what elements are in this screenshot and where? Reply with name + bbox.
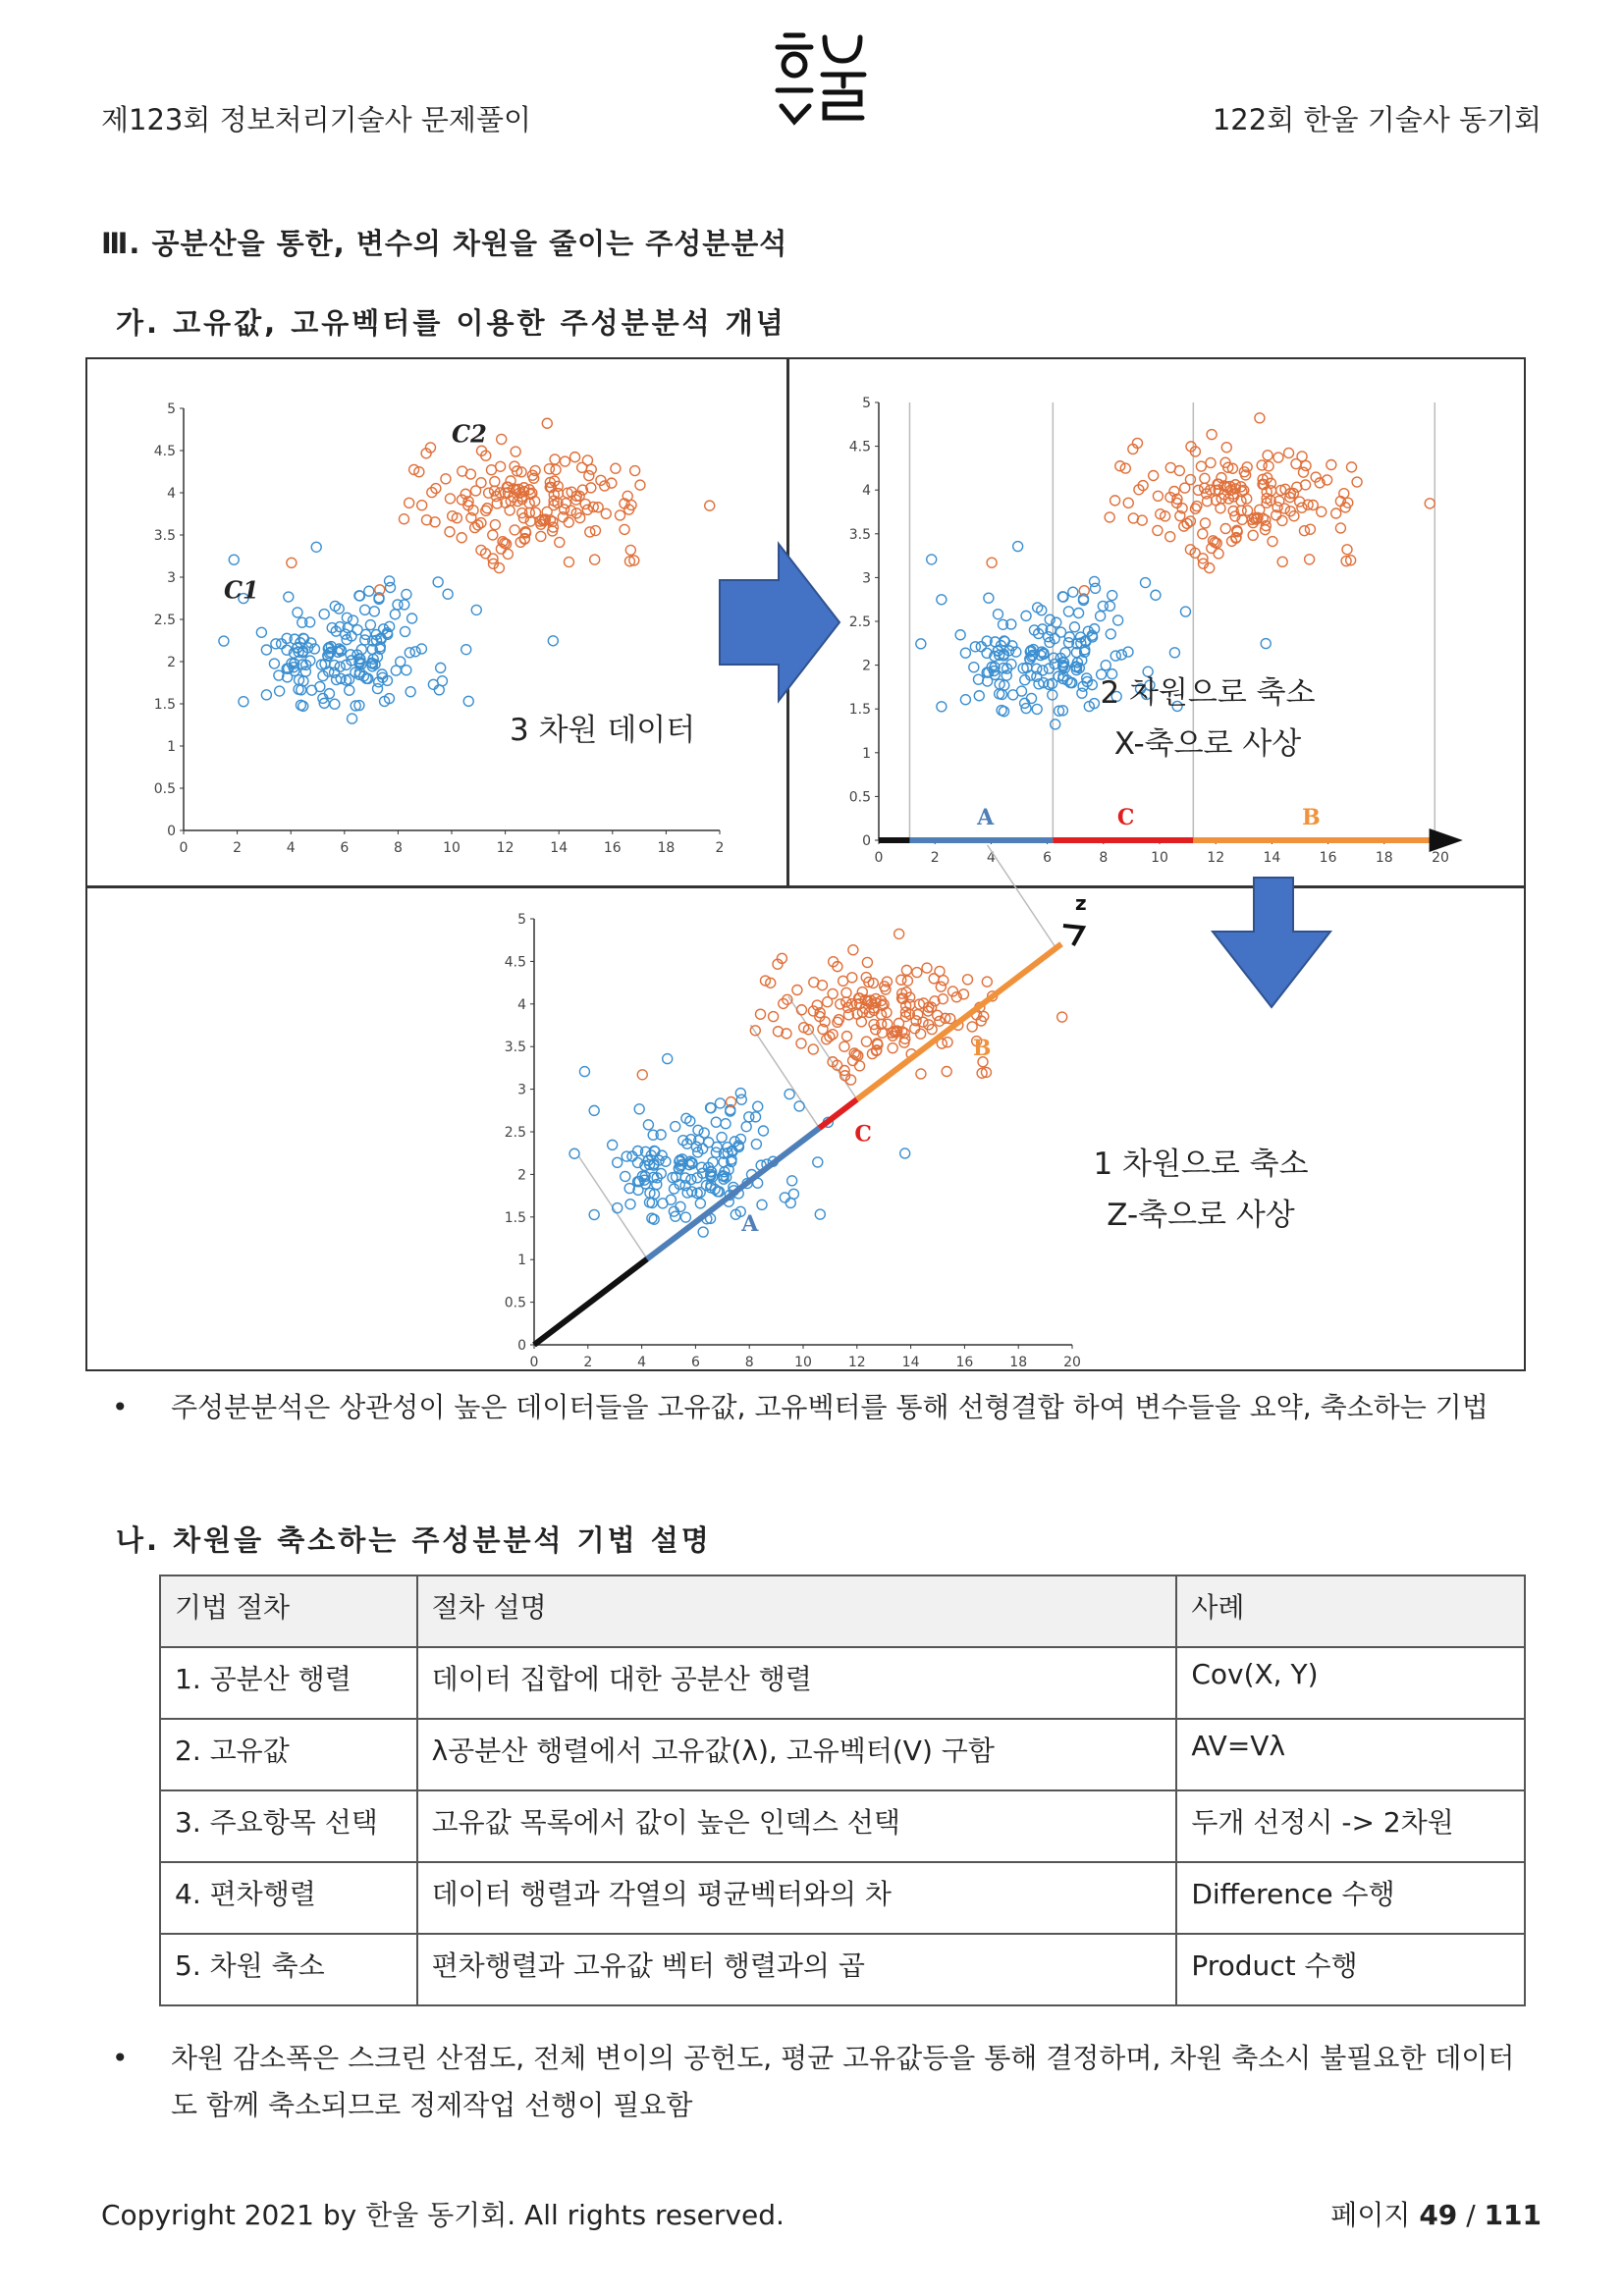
x-tick-label: 12 xyxy=(1207,850,1225,866)
table-cell: 편차행렬과 고유값 벡터 행렬과의 곱 xyxy=(417,1934,1177,2005)
segment-label: B xyxy=(1302,805,1321,830)
y-tick-label: 2.5 xyxy=(504,1125,526,1141)
y-tick-label: 4.5 xyxy=(504,954,526,971)
x-tick-label: 4 xyxy=(637,1355,647,1370)
segment-label: C xyxy=(854,1121,872,1148)
bullet-text: 차원 감소폭은 스크린 산점도, 전체 변이의 공헌도, 평균 고유값등을 통해 결정하며, 차원 축소시 불필요한 데이터도 함께 축소되므로 정제작업 선행이 필요함 xyxy=(171,2042,1515,2121)
table-cell: 5. 차원 축소 xyxy=(160,1934,417,2005)
x-tick-label: 0 xyxy=(179,840,189,856)
y-tick-label: 0 xyxy=(862,833,871,849)
bullet-pca-definition xyxy=(112,1384,1528,1431)
y-tick-label: 4 xyxy=(517,996,526,1013)
x-tick-label: 2 xyxy=(583,1355,593,1370)
bullet-marker: • xyxy=(112,1391,129,1423)
y-tick-label: 2 xyxy=(167,655,176,670)
x-tick-label: 14 xyxy=(901,1355,920,1370)
panel2-caption-1: 2 차원으로 축소 xyxy=(1100,675,1316,711)
pca-figure xyxy=(85,357,1527,1372)
table-row xyxy=(160,1647,1525,1719)
cluster-c1-label: C1 xyxy=(223,575,259,605)
x-tick-label: 2 xyxy=(715,840,725,856)
y-tick-label: 2 xyxy=(862,658,871,674)
table-cell: 3. 주요항목 선택 xyxy=(160,1790,417,1862)
table-cell: AV=Vλ xyxy=(1176,1719,1525,1790)
table-cell: 두개 선정시 -> 2차원 xyxy=(1176,1790,1525,1862)
panel3-caption-2: Z-축으로 사상 xyxy=(1107,1198,1295,1233)
table-row xyxy=(160,1719,1525,1790)
x-tick-label: 12 xyxy=(496,840,514,856)
x-tick-label: 10 xyxy=(794,1355,812,1370)
x-tick-label: 14 xyxy=(550,840,568,856)
x-tick-label: 16 xyxy=(603,840,622,856)
x-tick-label: 6 xyxy=(340,840,350,856)
x-tick-label: 8 xyxy=(1099,850,1109,866)
x-tick-label: 12 xyxy=(847,1355,866,1370)
bullet-dimension-reduction xyxy=(112,2035,1528,2129)
table-cell: 고유값 목록에서 값이 높은 인덱스 선택 xyxy=(417,1790,1177,1862)
panel2-caption-2: X-축으로 사상 xyxy=(1113,726,1302,762)
pca-procedure-table xyxy=(159,1575,1526,2006)
table-header-cell: 기법 절차 xyxy=(160,1575,417,1647)
table-cell: 1. 공분산 행렬 xyxy=(160,1647,417,1719)
y-tick-label: 4.5 xyxy=(153,444,176,459)
x-tick-label: 16 xyxy=(1319,850,1337,866)
y-tick-label: 1.5 xyxy=(848,702,871,719)
x-tick-label: 4 xyxy=(286,840,296,856)
table-row xyxy=(160,1790,1525,1862)
x-tick-label: 10 xyxy=(1151,850,1168,866)
segment-label: B xyxy=(972,1035,992,1061)
x-tick-label: 8 xyxy=(393,840,403,856)
page-total: 111 xyxy=(1484,2199,1542,2231)
page-label: 페이지 xyxy=(1330,2199,1411,2231)
y-tick-label: 2 xyxy=(517,1167,526,1184)
y-tick-label: 4 xyxy=(862,483,871,500)
y-tick-label: 2.5 xyxy=(848,614,871,630)
x-tick-label: 14 xyxy=(1263,850,1281,866)
y-tick-label: 3 xyxy=(862,570,871,587)
y-tick-label: 4.5 xyxy=(848,439,871,455)
bullet-marker: • xyxy=(112,2042,129,2074)
cluster-c2-label: C2 xyxy=(452,419,487,449)
bullet-text: 주성분분석은 상관성이 높은 데이터들을 고유값, 고유벡터를 통해 선형결합 하여 변수들을 요약, 축소하는 기법 xyxy=(171,1391,1489,1423)
x-tick-label: 4 xyxy=(986,850,996,866)
x-tick-label: 0 xyxy=(529,1355,539,1370)
y-tick-label: 3.5 xyxy=(848,526,871,543)
y-tick-label: 3 xyxy=(167,570,176,586)
table-header-cell: 사례 xyxy=(1176,1575,1525,1647)
y-tick-label: 0.5 xyxy=(504,1295,526,1311)
x-tick-label: 6 xyxy=(690,1355,700,1370)
x-tick-label: 18 xyxy=(1375,850,1393,866)
y-tick-label: 0 xyxy=(517,1338,526,1354)
x-tick-label: 20 xyxy=(1432,850,1449,866)
table-cell: 데이터 행렬과 각열의 평균벡터와의 차 xyxy=(417,1862,1177,1934)
table-cell: 데이터 집합에 대한 공분산 행렬 xyxy=(417,1647,1177,1719)
subsection-a-title: 가. 고유값, 고유벡터를 이용한 주성분분석 개념 xyxy=(116,306,786,340)
segment-label: C xyxy=(1116,805,1135,830)
segment-label: A xyxy=(741,1211,759,1238)
x-tick-label: 0 xyxy=(874,850,884,866)
y-tick-label: 5 xyxy=(862,396,871,411)
segment-label: A xyxy=(977,805,995,830)
y-tick-label: 3.5 xyxy=(153,528,176,544)
y-tick-label: 0 xyxy=(167,824,176,839)
y-tick-label: 4 xyxy=(167,486,176,502)
header-doc-title: 제123회 정보처리기술사 문제풀이 xyxy=(101,103,531,136)
y-tick-label: 1 xyxy=(862,745,871,762)
table-cell: 4. 편차행렬 xyxy=(160,1862,417,1934)
x-tick-label: 2 xyxy=(930,850,940,866)
footer-copyright: Copyright 2021 by 한울 동기회. All rights reserved. xyxy=(101,2199,785,2231)
table-header-cell: 절차 설명 xyxy=(417,1575,1177,1647)
x-tick-label: 2 xyxy=(233,840,243,856)
panel3-caption-1: 1 차원으로 축소 xyxy=(1093,1147,1309,1182)
y-tick-label: 1 xyxy=(517,1253,526,1269)
y-tick-label: 2.5 xyxy=(153,613,176,628)
x-tick-label: 8 xyxy=(744,1355,754,1370)
x-tick-label: 6 xyxy=(1043,850,1053,866)
x-tick-label: 18 xyxy=(1009,1355,1028,1370)
y-tick-label: 1 xyxy=(167,739,176,755)
table-row xyxy=(160,1862,1525,1934)
y-tick-label: 1.5 xyxy=(504,1209,526,1226)
table-cell: 2. 고유값 xyxy=(160,1719,417,1790)
subsection-b-title: 나. 차원을 축소하는 주성분분석 기법 설명 xyxy=(116,1523,712,1557)
y-tick-label: 5 xyxy=(167,401,176,417)
y-tick-label: 0.5 xyxy=(848,789,871,806)
section-title: Ⅲ. 공분산을 통한, 변수의 차원을 줄이는 주성분분석 xyxy=(101,227,788,260)
y-tick-label: 3 xyxy=(517,1082,526,1098)
table-row xyxy=(160,1934,1525,2005)
table-cell: Difference 수행 xyxy=(1176,1862,1525,1934)
x-tick-label: 20 xyxy=(1063,1355,1081,1370)
page-sep: / xyxy=(1466,2199,1476,2231)
header-group-name: 122회 한울 기술사 동기회 xyxy=(1212,103,1542,136)
x-tick-label: 10 xyxy=(443,840,460,856)
x-tick-label: 16 xyxy=(955,1355,974,1370)
table-header-row xyxy=(160,1575,1525,1647)
x-tick-label: 18 xyxy=(657,840,676,856)
y-tick-label: 5 xyxy=(517,912,526,928)
y-tick-label: 0.5 xyxy=(153,781,176,797)
hanul-logo xyxy=(774,27,868,135)
z-axis-label: z xyxy=(1074,891,1087,916)
table-cell: λ공분산 행렬에서 고유값(λ), 고유벡터(V) 구함 xyxy=(417,1719,1177,1790)
footer-page-number xyxy=(1330,2194,1542,2233)
table-cell: Cov(X, Y) xyxy=(1176,1647,1525,1719)
panel1-caption: 3 차원 데이터 xyxy=(510,713,696,748)
table-cell: Product 수행 xyxy=(1176,1934,1525,2005)
y-tick-label: 3.5 xyxy=(504,1040,526,1056)
page-current: 49 xyxy=(1419,2199,1458,2231)
y-tick-label: 1.5 xyxy=(153,697,176,713)
